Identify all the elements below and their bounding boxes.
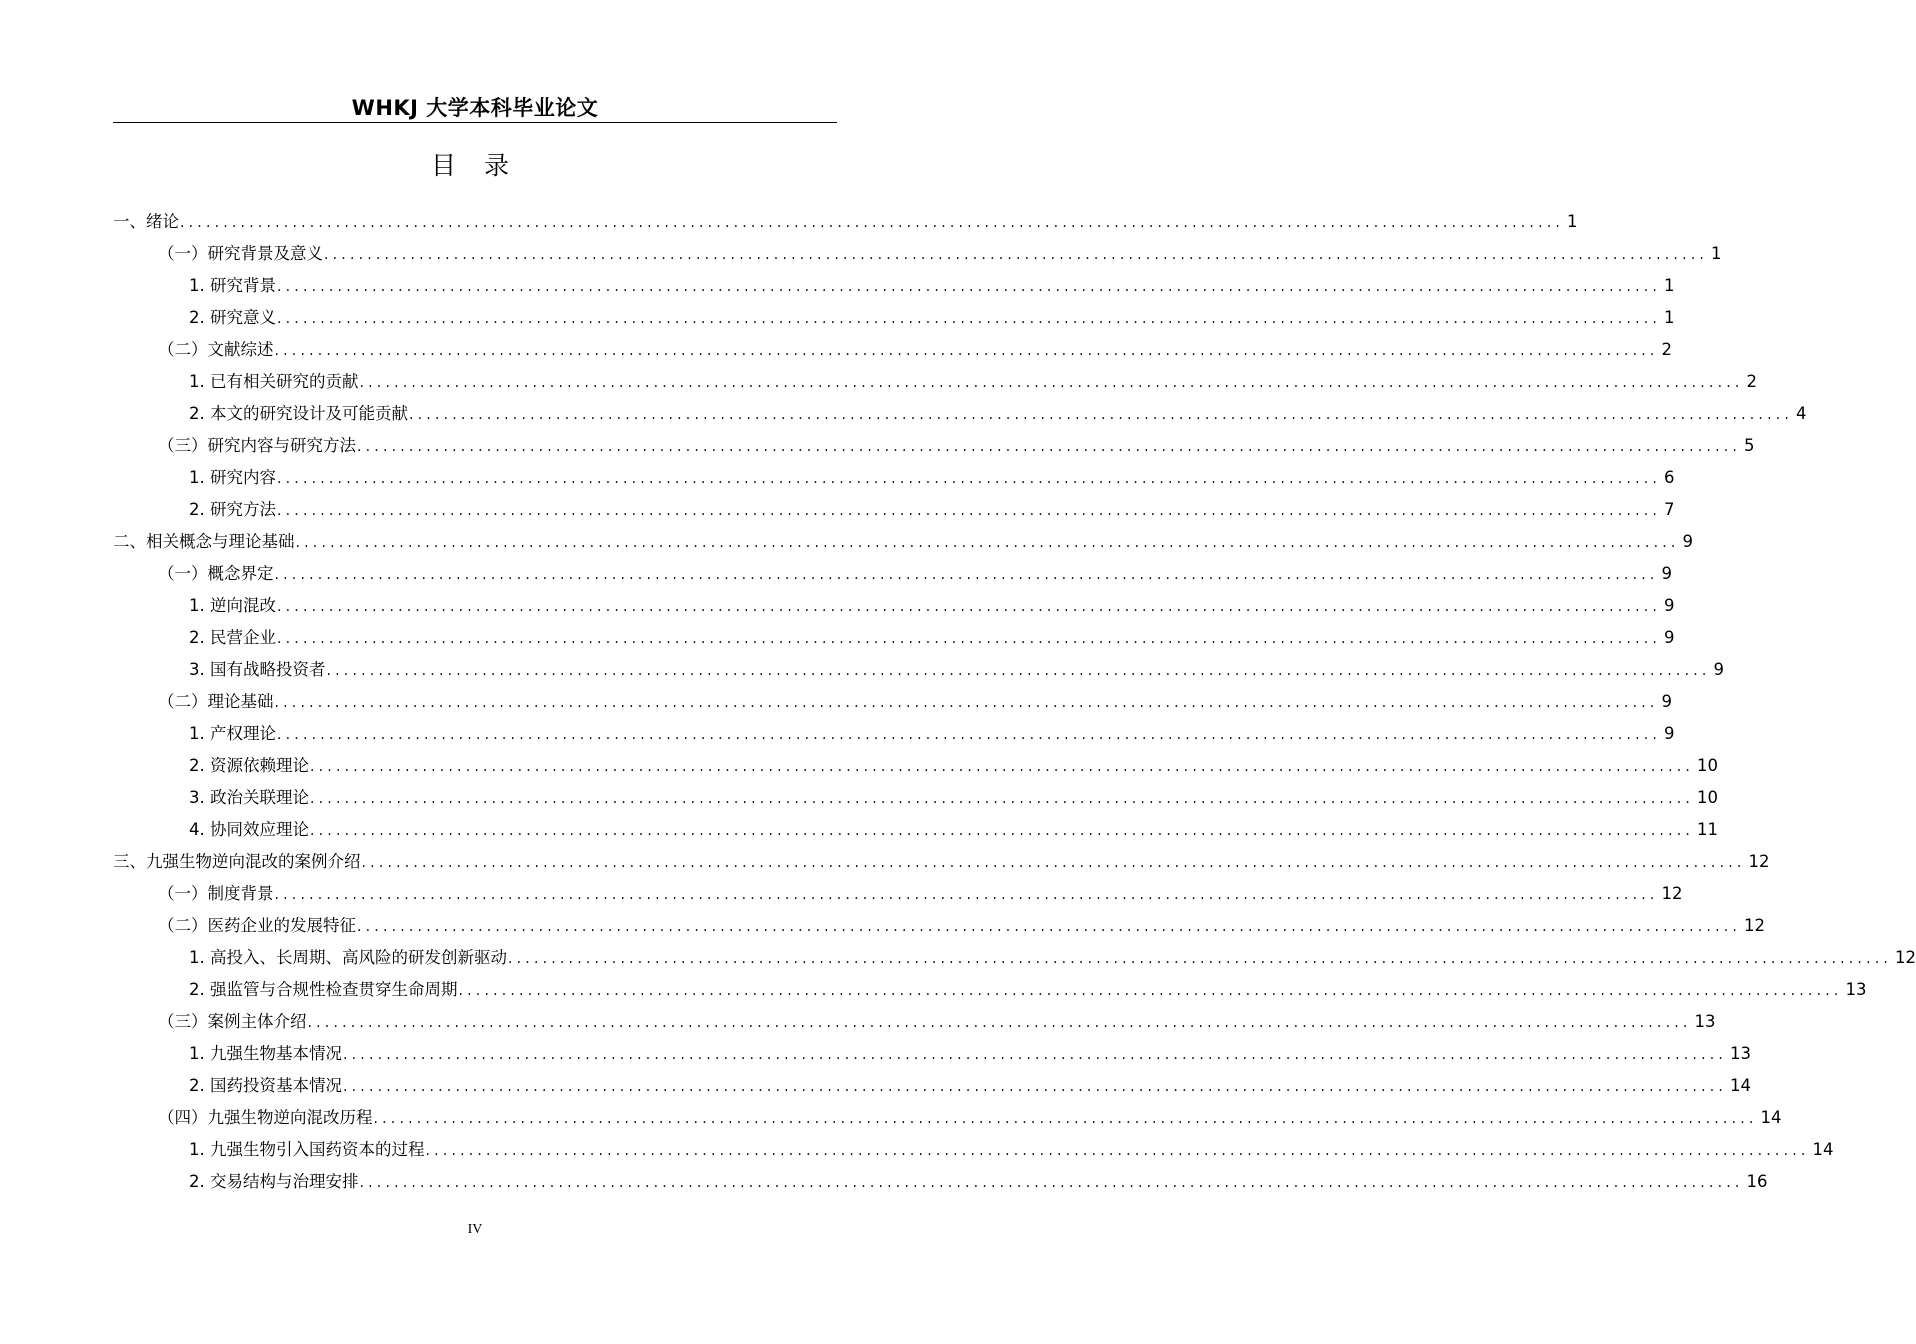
toc-entry-page: 13 [1730,1044,1752,1063]
toc-entry-label: （一）制度背景 [158,884,274,903]
dot-leader: ................................................................................................................................................................ [277,727,1662,743]
toc-entry[interactable] [113,494,1675,526]
toc-entry-label: （四）九强生物逆向混改历程 [158,1108,373,1127]
toc-entry-page: 1 [1664,308,1675,327]
dot-leader: ................................................................................................................................................................ [277,471,1662,487]
dot-leader: ................................................................................................................................................................ [359,375,1744,391]
toc-entry-page: 9 [1664,596,1675,615]
dot-leader: ................................................................................................................................................................ [343,1079,1728,1095]
table-of-contents [113,206,1916,1198]
toc-entry-label: （二）医药企业的发展特征 [158,916,356,935]
toc-entry[interactable] [113,654,1725,686]
toc-entry-label: （一）研究背景及意义 [158,244,323,263]
toc-entry-label: （二）文献综述 [158,340,274,359]
toc-entry-page: 14 [1730,1076,1752,1095]
toc-entry[interactable] [113,782,1719,814]
toc-entry-label: 3. 政治关联理论 [189,788,309,807]
toc-entry-page: 12 [1748,852,1770,871]
toc-entry[interactable] [113,814,1719,846]
dot-leader: ................................................................................................................................................................ [357,439,1742,455]
toc-entry[interactable] [113,462,1675,494]
toc-entry-page: 5 [1744,436,1755,455]
toc-entry-label: 1. 九强生物引入国药资本的过程 [189,1140,425,1159]
toc-entry-page: 1 [1567,212,1578,231]
toc-entry-label: （一）概念界定 [158,564,274,583]
dot-leader: ................................................................................................................................................................ [326,663,1711,679]
toc-entry-label: 二、相关概念与理论基础 [113,532,295,551]
toc-entry-label: 三、九强生物逆向混改的案例介绍 [113,852,361,871]
toc-entry-label: 1. 高投入、长周期、高风险的研发创新驱动 [189,948,507,967]
dot-leader: ................................................................................................................................................................ [277,631,1662,647]
toc-entry-page: 1 [1664,276,1675,295]
toc-entry-label: 2. 国药投资基本情况 [189,1076,342,1095]
toc-entry-page: 10 [1697,756,1719,775]
toc-entry-page: 9 [1713,660,1725,679]
toc-entry-page: 12 [1895,948,1916,967]
toc-entry-page: 14 [1812,1140,1834,1159]
header-rule [113,122,837,123]
toc-entry[interactable] [113,238,1722,270]
toc-entry[interactable] [113,718,1675,750]
toc-entry[interactable] [113,1134,1834,1166]
dot-leader: ................................................................................................................................................................ [277,503,1662,519]
toc-entry-page: 9 [1661,564,1673,583]
dot-leader: ................................................................................................................................................................ [277,599,1662,615]
toc-entry-page: 13 [1694,1012,1716,1031]
dot-leader: ................................................................................................................................................................ [180,215,1565,231]
toc-entry[interactable] [113,1102,1782,1134]
dot-leader: ................................................................................................................................................................ [274,695,1659,711]
toc-entry-page: 11 [1697,820,1719,839]
dot-leader: ................................................................................................................................................................ [373,1111,1758,1127]
page-number: IV [467,1222,483,1237]
toc-entry[interactable] [113,366,1758,398]
toc-entry[interactable] [113,302,1675,334]
toc-entry-page: 9 [1664,628,1675,647]
dot-leader: ................................................................................................................................................................ [361,855,1746,871]
toc-entry-page: 2 [1661,340,1673,359]
dot-leader: ................................................................................................................................................................ [425,1143,1810,1159]
toc-entry-page: 13 [1845,980,1867,999]
toc-entry[interactable] [113,846,1770,878]
toc-entry-page: 14 [1760,1108,1782,1127]
toc-entry[interactable] [113,334,1673,366]
toc-entry-label: 2. 资源依赖理论 [189,756,309,775]
toc-entry-label: （三）研究内容与研究方法 [158,436,356,455]
toc-entry[interactable] [113,942,1916,974]
dot-leader: ................................................................................................................................................................ [277,279,1662,295]
toc-entry-page: 9 [1682,532,1694,551]
toc-entry-page: 12 [1661,884,1683,903]
toc-entry-label: 2. 研究意义 [189,308,276,327]
toc-entry-page: 10 [1697,788,1719,807]
toc-entry-label: 2. 民营企业 [189,628,276,647]
toc-entry-label: 2. 研究方法 [189,500,276,519]
dot-leader: ................................................................................................................................................................ [274,887,1659,903]
toc-entry[interactable] [113,590,1675,622]
dot-leader: ................................................................................................................................................................ [508,951,1893,967]
toc-entry-page: 1 [1711,244,1722,263]
dot-leader: ................................................................................................................................................................ [343,1047,1728,1063]
toc-entry-page: 2 [1746,372,1758,391]
toc-entry[interactable] [113,1070,1752,1102]
toc-entry-label: 1. 研究内容 [189,468,276,487]
toc-entry[interactable] [113,622,1675,654]
toc-entry-label: 2. 强监管与合规性检查贯穿生命周期 [189,980,458,999]
toc-entry[interactable] [113,686,1673,718]
toc-entry-label: 4. 协同效应理论 [189,820,309,839]
dot-leader: ................................................................................................................................................................ [274,567,1659,583]
dot-leader: ................................................................................................................................................................ [277,311,1662,327]
toc-entry[interactable] [113,430,1755,462]
dot-leader: ................................................................................................................................................................ [310,823,1695,839]
dot-leader: ................................................................................................................................................................ [310,791,1695,807]
toc-entry-page: 6 [1664,468,1675,487]
toc-entry-label: 一、绪论 [113,212,179,231]
toc-entry[interactable] [113,206,1578,238]
toc-title: 目 录 [431,151,519,180]
dot-leader: ................................................................................................................................................................ [409,407,1794,423]
toc-entry[interactable] [113,750,1719,782]
toc-entry[interactable] [113,878,1683,910]
toc-entry[interactable] [113,910,1766,942]
running-header: WHKJ 大学本科毕业论文 [351,96,599,120]
toc-entry-label: （二）理论基础 [158,692,274,711]
dot-leader: ................................................................................................................................................................ [357,919,1742,935]
toc-entry-label: 1. 逆向混改 [189,596,276,615]
dot-leader: ................................................................................................................................................................ [307,1015,1692,1031]
dot-leader: ................................................................................................................................................................ [458,983,1843,999]
toc-entry[interactable] [113,558,1673,590]
toc-entry-label: 1. 研究背景 [189,276,276,295]
dot-leader: ................................................................................................................................................................ [274,343,1659,359]
toc-entry-label: 3. 国有战略投资者 [189,660,326,679]
toc-entry-page: 16 [1746,1172,1768,1191]
dot-leader: ................................................................................................................................................................ [324,247,1709,263]
toc-entry[interactable] [113,270,1675,302]
toc-entry-label: 1. 九强生物基本情况 [189,1044,342,1063]
toc-entry-label: 1. 产权理论 [189,724,276,743]
dot-leader: ................................................................................................................................................................ [295,535,1680,551]
toc-entry[interactable] [113,1038,1752,1070]
toc-entry-page: 4 [1796,404,1807,423]
toc-entry-label: （三）案例主体介绍 [158,1012,307,1031]
toc-entry[interactable] [113,398,1807,430]
toc-entry[interactable] [113,974,1867,1006]
dot-leader: ................................................................................................................................................................ [359,1175,1744,1191]
toc-entry[interactable] [113,526,1694,558]
toc-entry-label: 1. 已有相关研究的贡献 [189,372,359,391]
toc-entry-page: 7 [1664,500,1675,519]
toc-entry[interactable] [113,1166,1768,1198]
toc-entry-label: 2. 本文的研究设计及可能贡献 [189,404,408,423]
dot-leader: ................................................................................................................................................................ [310,759,1695,775]
toc-entry-label: 2. 交易结构与治理安排 [189,1172,359,1191]
toc-entry-page: 9 [1664,724,1675,743]
toc-entry[interactable] [113,1006,1716,1038]
toc-entry-page: 9 [1661,692,1673,711]
toc-entry-page: 12 [1744,916,1766,935]
